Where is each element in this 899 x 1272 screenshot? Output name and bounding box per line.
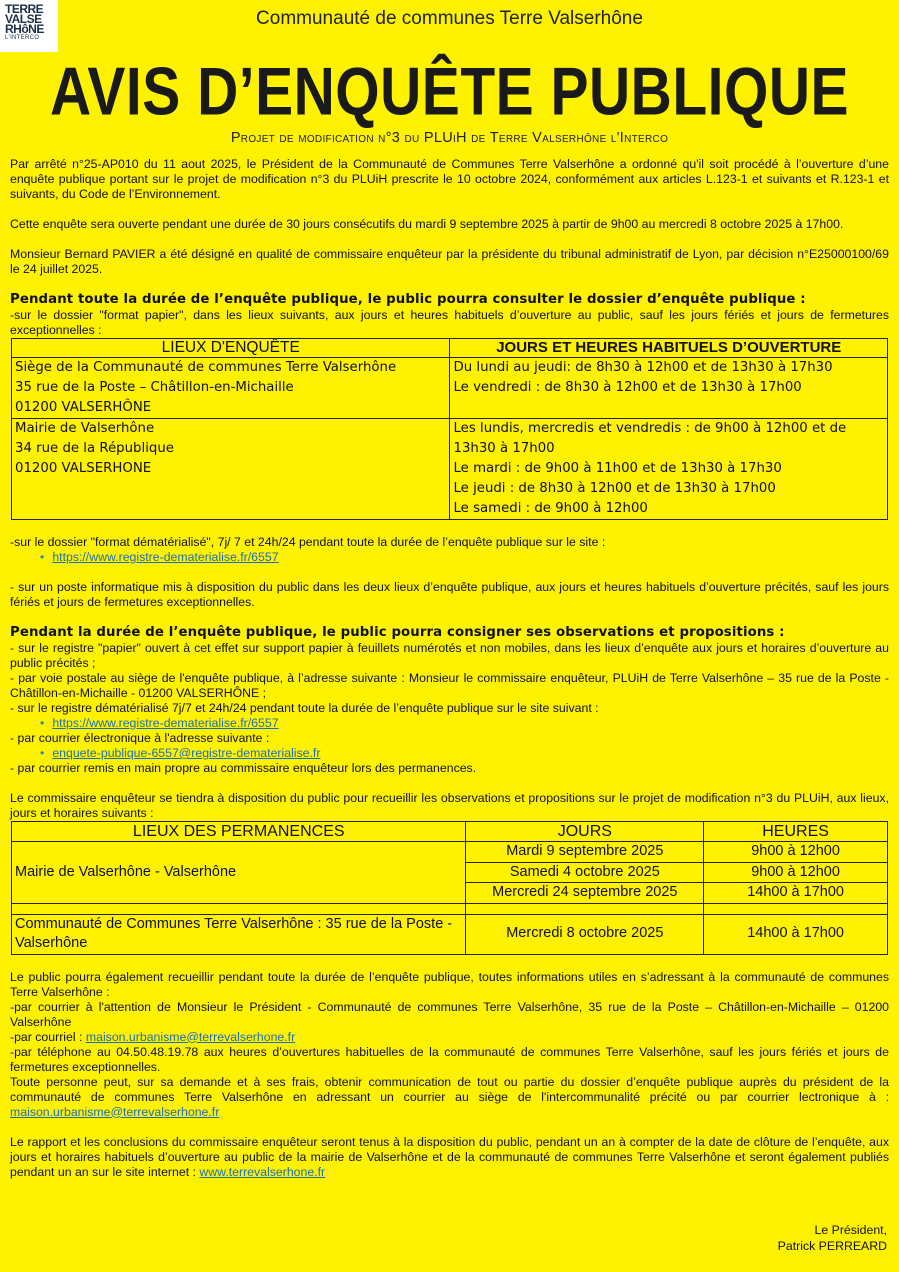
info-paragraph-5: [10, 1075, 889, 1120]
info-email-prefix: -par courriel :: [10, 1029, 86, 1044]
paper-dossier-intro: -sur le dossier "format papier", dans les lieux suivants, aux jours et heures habituels d’ouverture au public, sauf les jours fériés et jours de fermetures exceptionnelles :: [10, 308, 889, 337]
column-header-days: JOURS: [466, 822, 704, 842]
info-paragraph-6-text: Le rapport et les conclusions du commissaire enquêteur seront tenus à la disposition du public, pendant un an à compter de la date de clôture de l’enquête, aux jours et horaires habituels d’ouverture au public de la mairie de Valserhône et de la communauté de communes Terre Valserhône et seront également publiés pendant un an sur le site internet :: [10, 1134, 889, 1179]
email-link[interactable]: enquete-publique-6557@registre-dematerialise.fr: [52, 746, 321, 760]
permanence-hours: 14h00 à 17h00: [704, 914, 888, 954]
consult-heading: Pendant toute la durée de l’enquête publique, le public pourra consulter le dossier d’enquête publique :: [10, 292, 806, 307]
computer-access-text: - sur un poste informatique mis à disposition du public dans les deux lieux d’enquête publique, aux jours et heures habituels d’ouverture précités, sauf les jours fériés et jours de fermetures exceptionnelles.: [10, 580, 889, 609]
hours-line: Le jeudi : de 8h30 à 12h00 et de 13h30 à 17h00: [453, 481, 776, 496]
table-spacer-row: [12, 903, 888, 914]
logo-line-2: VALSE: [5, 12, 42, 26]
place-line: Mairie de Valserhône: [15, 421, 155, 436]
list-item: [10, 716, 889, 731]
observation-in-person: - par courrier remis en main propre au commissaire enquêteur lors des permanences.: [10, 761, 477, 775]
website-link[interactable]: www.terrevalserhone.fr: [199, 1164, 326, 1179]
permanence-day: Mardi 9 septembre 2025: [466, 842, 704, 863]
info-paragraph-2: -par courrier à l'attention de Monsieur le Président - Communauté de communes Terre Valserhône, 35 rue de la Poste – Châtillon-en-Michaille – 01200 Valserhône: [10, 999, 889, 1029]
permanence-place: Mairie de Valserhône - Valserhône: [12, 842, 466, 904]
registre-link[interactable]: https://www.registre-dematerialise.fr/6557: [52, 716, 279, 730]
observation-postal: - par voie postale au siège de l'enquête publique, à l’adresse suivante : Monsieur le commissaire enquêteur, PLUiH de Terre Valserhône – 35 rue de la Poste - Châtillon-en-Michaille - 01200 VALSERHÔNE ;: [10, 671, 889, 700]
column-header-places: LIEUX DES PERMANENCES: [12, 822, 466, 842]
table-row: [12, 914, 888, 954]
place-cell: [12, 358, 450, 419]
hours-line: Le vendredi : de 8h30 à 12h00 et de 13h30 à 17h00: [453, 380, 802, 395]
page-subtitle: Projet de modification n°3 du PLUiH de Terre Valserhône l'Interco: [230, 130, 669, 146]
info-paragraph-3: [10, 1030, 889, 1045]
hours-line: Les lundis, mercredis et vendredis : de 9h00 à 12h00 et de 13h30 à 17h00: [453, 421, 847, 456]
table-row: [12, 419, 888, 520]
place-line: 01200 VALSERHÔNE: [15, 400, 152, 415]
place-line: 34 rue de la République: [15, 441, 174, 456]
place-line: Siège de la Communauté de communes Terre Valserhône: [15, 360, 397, 375]
permanence-hours: 14h00 à 17h00: [704, 883, 888, 904]
email-link[interactable]: maison.urbanisme@terrevalserhone.fr: [85, 1029, 296, 1044]
permanences-table: [11, 821, 888, 955]
intro-paragraph-3: Monsieur Bernard PAVIER a été désigné en qualité de commissaire enquêteur par la présidente du tribunal administratif de Lyon, par décision n°E25000100/69 le 24 juillet 2025.: [10, 247, 889, 276]
community-name: Communauté de communes Terre Valserhône: [256, 8, 643, 29]
permanence-hours: 9h00 à 12h00: [704, 862, 888, 883]
observation-paper-register: - sur le registre "papier" ouvert à cet effet sur support papier à feuillets numérotés et non mobiles, dans les lieux d’enquête aux jours et horaires d’ouverture au public précités ;: [10, 641, 889, 670]
column-header-places: LIEUX D'ENQUÊTE: [12, 339, 450, 358]
table-row: [12, 358, 888, 419]
observations-heading: Pendant la durée de l’enquête publique, le public pourra consigner ses observations et propositions :: [10, 625, 785, 640]
column-header-hours: JOURS ET HEURES HABITUELS D’OUVERTURE: [450, 339, 888, 358]
place-line: 35 rue de la Poste – Châtillon-en-Michaille: [15, 380, 294, 395]
permanences-intro: Le commissaire enquêteur se tiendra à disposition du public pour recueillir les observations et propositions sur le projet de modification n°3 du PLUiH, aux lieux, jours et horaires suivants :: [10, 791, 889, 820]
page-title: AVIS D’ENQUÊTE PUBLIQUE: [49, 54, 850, 130]
info-paragraph-5-text: Toute personne peut, sur sa demande et à ses frais, obtenir communication de tout ou partie du dossier d’enquête publique auprès du président de la communauté de communes Terre Valserhône en adressant un courrier au siège de l'intercommunalité précité ou par courrier lectronique à :: [10, 1074, 889, 1104]
notice-body: [10, 157, 889, 1180]
signature-block: [778, 1222, 887, 1254]
observation-digital-register: - sur le registre dématérialisé 7j/7 et 24h/24 pendant toute la durée de l’enquête publique sur le site suivant :: [10, 701, 599, 715]
email-link[interactable]: maison.urbanisme@terrevalserhone.fr: [10, 1104, 220, 1119]
intro-paragraph-1: Par arrêté n°25-AP010 du 11 aout 2025, le Président de la Communauté de Communes Terre Valserhône a ordonné qu'il soit procédé à l’ouverture d’une enquête publique portant sur le projet de modification n°3 du PLUiH prescrite le 10 octobre 2024, conformément aux articles L.123-1 et suivants et R.123-1 et suivants, du Code de l’Environnement.: [10, 157, 889, 201]
logo-line-1: TERRE: [5, 2, 44, 16]
permanence-place: Communauté de Communes Terre Valserhône : 35 rue de la Poste - Valserhône: [12, 914, 466, 954]
logo-line-4: L'INTERCO: [5, 35, 40, 41]
hours-line: Le samedi : de 9h00 à 12h00: [453, 501, 648, 516]
permanence-day: Mercredi 24 septembre 2025: [466, 883, 704, 904]
intro-paragraph-2: Cette enquête sera ouverte pendant une durée de 30 jours consécutifs du mardi 9 septembre 2025 à partir de 9h00 au mercredi 8 octobre 2025 à 17h00.: [10, 217, 844, 231]
info-paragraph-4: -par téléphone au 04.50.48.19.78 aux heures d’ouvertures habituelles de la communauté de communes Terre Valserhône, sauf les jours fériés et jours de fermetures exceptionnelles.: [10, 1044, 889, 1074]
logo-line-3: RHôNE: [5, 22, 44, 36]
place-line: 01200 VALSERHONE: [15, 461, 152, 476]
hours-cell: [450, 419, 888, 520]
list-item: [10, 550, 889, 565]
digital-dossier-intro: -sur le dossier "format dématérialisé", 7j/ 7 et 24h/24 pendant toute la durée de l’enquête publique sur le site :: [10, 535, 606, 549]
column-header-hours: HEURES: [704, 822, 888, 842]
observation-email: - par courrier électronique à l'adresse suivante :: [10, 731, 270, 745]
hours-line: Le mardi : de 9h00 à 11h00 et de 13h30 à 17h30: [453, 461, 782, 476]
enquiry-locations-table: [11, 338, 888, 520]
signature-role: Le Président,: [814, 1223, 887, 1237]
permanence-day: Mercredi 8 octobre 2025: [466, 914, 704, 954]
permanence-day: Samedi 4 octobre 2025: [466, 862, 704, 883]
table-row: [12, 842, 888, 863]
registre-link[interactable]: https://www.registre-dematerialise.fr/6557: [52, 550, 279, 564]
place-cell: [12, 419, 450, 520]
hours-cell: [450, 358, 888, 419]
list-item: [10, 746, 889, 761]
signature-name: Patrick PERREARD: [777, 1239, 887, 1253]
info-paragraph-1: Le public pourra également recueillir pendant toute la durée de l’enquête publique, toutes informations utiles en s’adressant à la communauté de communes Terre Valserhône :: [10, 969, 889, 999]
permanence-hours: 9h00 à 12h00: [704, 842, 888, 863]
info-paragraph-6: [10, 1135, 889, 1180]
hours-line: Du lundi au jeudi: de 8h30 à 12h00 et de 13h30 à 17h30: [453, 360, 833, 375]
